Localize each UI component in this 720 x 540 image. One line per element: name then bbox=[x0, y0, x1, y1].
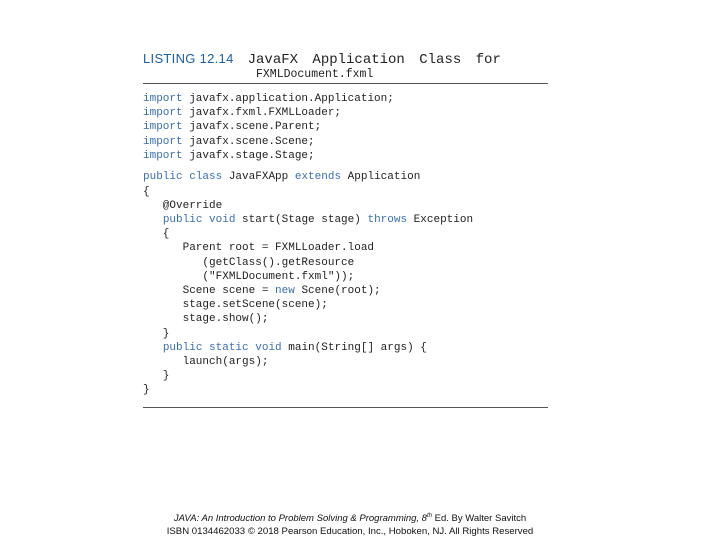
code-text: javafx.stage.Stage; bbox=[182, 149, 315, 162]
code-line bbox=[143, 135, 473, 149]
code-keyword: import bbox=[143, 107, 183, 120]
code-line bbox=[143, 270, 473, 284]
code-keyword: throws bbox=[367, 214, 408, 226]
code-text: Exception bbox=[407, 214, 474, 226]
code-line bbox=[143, 213, 473, 227]
code-line bbox=[143, 120, 473, 134]
code-line bbox=[143, 149, 473, 163]
code-keyword: void bbox=[255, 341, 282, 354]
listing-header-line bbox=[143, 51, 543, 68]
code-keyword: void bbox=[209, 214, 236, 226]
code-text: { bbox=[143, 228, 170, 241]
code-keyword: extends bbox=[294, 171, 342, 184]
code-line bbox=[143, 92, 473, 106]
code-text: JavaFXApp bbox=[222, 171, 295, 184]
code-text: main(String[] args) { bbox=[281, 341, 427, 354]
footer-copyright: ISBN 0134462033 © 2018 Pearson Education, Inc., Hoboken, NJ. All Rights Reserved bbox=[166, 526, 534, 537]
code-line bbox=[143, 383, 473, 397]
code-line bbox=[143, 284, 473, 298]
code-text: stage.show(); bbox=[143, 313, 269, 326]
listing-subtitle: FXMLDocument.fxml bbox=[256, 68, 374, 81]
code-text: @Override bbox=[143, 199, 223, 212]
code-line bbox=[143, 327, 473, 341]
code-text bbox=[143, 214, 163, 226]
code-keyword: class bbox=[189, 171, 223, 184]
code-line bbox=[143, 312, 473, 326]
code-text: javafx.fxml.FXMLLoader; bbox=[182, 107, 342, 120]
code-text: (getClass().getResource bbox=[143, 256, 355, 269]
code-text: stage.setScene(scene); bbox=[143, 299, 328, 312]
top-rule bbox=[143, 83, 548, 84]
code-text: Parent root = FXMLLoader.load bbox=[143, 242, 375, 255]
code-line bbox=[143, 241, 473, 255]
code-keyword: import bbox=[143, 93, 183, 105]
listing-header bbox=[143, 51, 543, 81]
code-block bbox=[143, 92, 473, 397]
code-line bbox=[143, 298, 473, 312]
code-text: } bbox=[143, 384, 150, 397]
code-line bbox=[143, 199, 473, 213]
code-keyword: public bbox=[162, 214, 203, 226]
code-text: javafx.scene.Scene; bbox=[182, 135, 315, 148]
code-text bbox=[143, 342, 163, 354]
code-line bbox=[143, 163, 473, 171]
code-line bbox=[143, 341, 473, 355]
code-keyword: import bbox=[143, 149, 183, 162]
code-line bbox=[143, 170, 473, 184]
footer-author: Ed. By Walter Savitch bbox=[431, 513, 527, 525]
code-text: ("FXMLDocument.fxml")); bbox=[143, 270, 355, 283]
code-line bbox=[143, 355, 473, 369]
code-text: Scene(root); bbox=[294, 284, 381, 297]
code-text: javafx.application.Application; bbox=[182, 93, 394, 105]
code-keyword: import bbox=[143, 121, 183, 134]
code-keyword: new bbox=[275, 284, 295, 297]
code-keyword: static bbox=[209, 341, 249, 354]
code-text: launch(args); bbox=[143, 355, 269, 368]
code-text: } bbox=[143, 327, 170, 340]
footer-book-title: JAVA: An Introduction to Problem Solving & Programming, 8 bbox=[173, 513, 427, 525]
code-keyword: public bbox=[162, 341, 203, 354]
code-keyword: public bbox=[143, 171, 183, 184]
code-keyword: import bbox=[143, 135, 183, 148]
code-text: javafx.scene.Parent; bbox=[182, 121, 322, 134]
listing-title: JavaFX Application Class for bbox=[247, 52, 501, 68]
code-line bbox=[143, 185, 473, 199]
code-line bbox=[143, 227, 473, 241]
listing-label: LISTING 12.14 bbox=[143, 51, 234, 66]
code-text: Application bbox=[341, 171, 421, 184]
bottom-rule bbox=[143, 407, 548, 408]
code-line bbox=[143, 106, 473, 120]
code-text: { bbox=[143, 185, 150, 198]
code-line bbox=[143, 256, 473, 270]
code-text: start(Stage stage) bbox=[235, 214, 368, 226]
code-text: Scene scene = bbox=[143, 284, 276, 297]
footer-edition-suffix: th bbox=[426, 513, 432, 519]
code-text: } bbox=[143, 370, 170, 383]
footer-citation bbox=[0, 513, 700, 524]
code-line bbox=[143, 369, 473, 383]
